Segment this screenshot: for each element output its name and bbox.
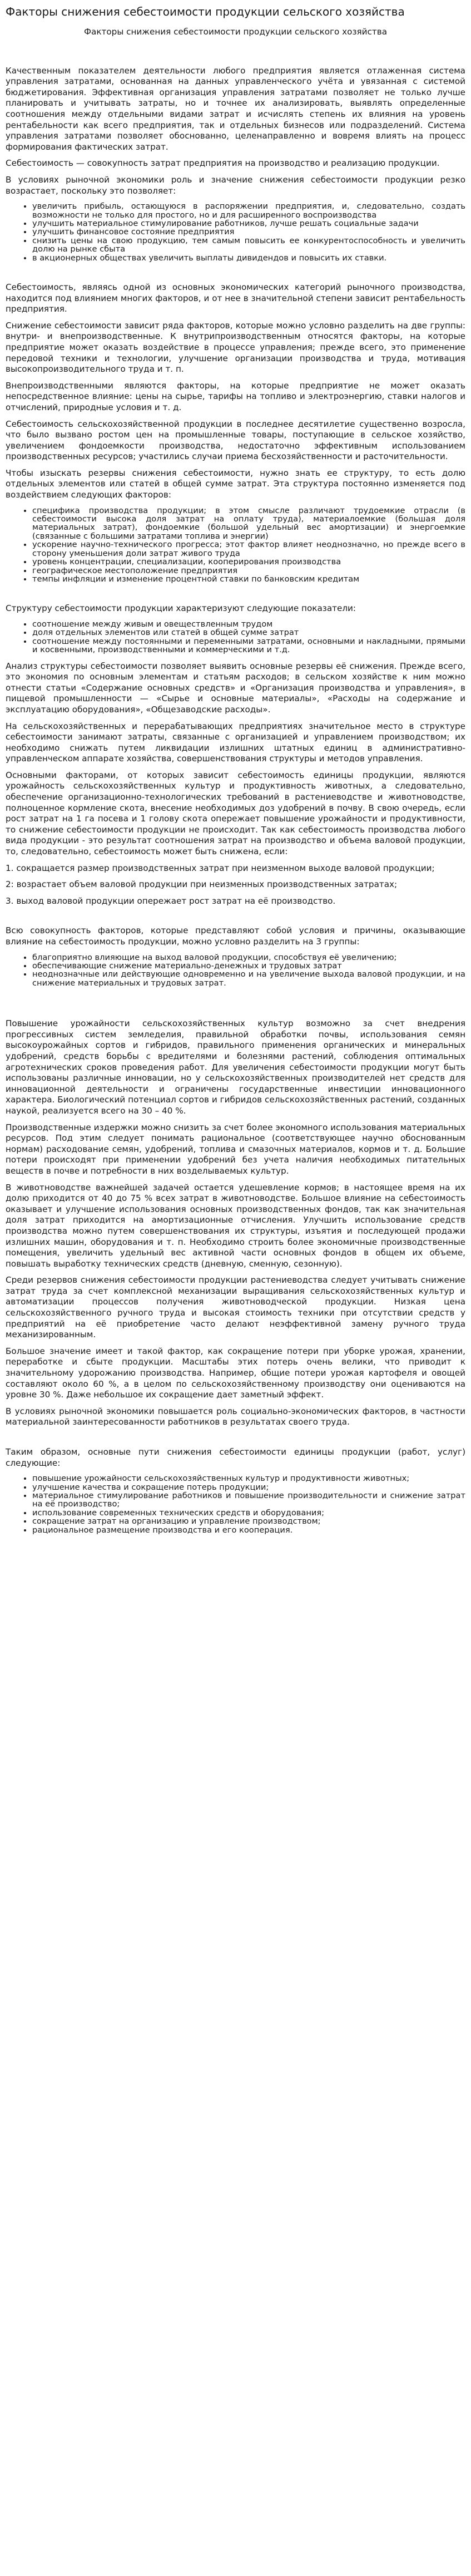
list-item: • специфика производства продукции; в этом смысле различают трудоемкие отрасли (в себестоимости высока доля затрат на оплату труда), материалоемкие (большая доля материальных затрат), фондоемкие (большой удельный вес амортизации) и энергоемкие (связанные с большими затратами топлива и энергии)	[32, 506, 465, 541]
factor-groups-list	[6, 953, 465, 988]
paragraph-market-role: В условиях рыночной экономики роль и значение снижения себестоимости продукции резко возрастает, поскольку это позволяет:	[6, 174, 465, 196]
list-item: • повышение урожайности сельскохозяйственных культур и продуктивности животных;	[32, 1474, 465, 1482]
paragraph-conclusion: Таким образом, основные пути снижения себестоимости единицы продукции (работ, услуг) следующие:	[6, 1447, 465, 1468]
paragraph-analysis: Анализ структуры себестоимости позволяет выявить основные резервы её снижения. Прежде всего, это экономия по основным элементам и статьям расходов; в сельском хозяйстве к ним можно отнести статьи «Содержание основных средств» и «Организация производства и управления», в пищевой промышленности — «Сырье и основные материалы», «Расходы на содержание и эксплуатацию оборудования», «Общезаводские расходы».	[6, 661, 465, 715]
paragraph-losses: Большое значение имеет и такой фактор, как сокращение потери при уборке урожая, хранении, переработке и сбыте продукции. Масштабы этих потерь очень велики, что приводит к значительному удорожанию производства. Например, общие потери урожая картофеля и овощей составляют около 60 %, а в целом по сельскохозяйственному производству они оцениваются на уровне 30 %. Даже небольшое их сокращение дает заметный эффект.	[6, 1346, 465, 1400]
list-item: • уровень концентрации, специализации, кооперирования производства	[32, 558, 465, 566]
list-item: • соотношение между живым и овеществленным трудом	[32, 620, 465, 628]
list-item: • снизить цены на свою продукцию, тем самым повысить ее конкурентоспособность и увеличить долю на рынке сбыта	[32, 237, 465, 254]
paragraph-labor: Среди резервов снижения себестоимости продукции растениеводства следует учитывать снижение затрат труда за счет комплексной механизации выращивания сельскохозяйственных культур и автоматизации процессов получения животноводческой продукции. Низкая цена сельскохозяйственного ручного труда и высокая стоимость техники при отсутствии средств у предприятий на её приобретение часто делают неэффективной замену ручного труда механизированным.	[6, 1275, 465, 1340]
paragraph-indicators: Структуру себестоимости продукции характеризуют следующие показатели:	[6, 603, 356, 614]
paragraph-category: Себестоимость, являясь одной из основных экономических категорий рыночного производства, находится под влиянием многих факторов, и от нее в значительной степени зависит рентабельность предприятия.	[6, 282, 465, 314]
paragraph-definition: Себестоимость — совокупность затрат предприятия на производство и реализацию продукции.	[6, 158, 440, 169]
list-item: • доля отдельных элементов или статей в общей сумме затрат	[32, 628, 465, 637]
list-item: • сокращение затрат на организацию и управление производством;	[32, 1517, 465, 1525]
spacer	[6, 912, 465, 925]
list-item: • обеспечивающие снижение материально-денежных и трудовых затрат	[32, 962, 465, 970]
paragraph-resources: Производственные издержки можно снизить за счет более экономного использования материальных ресурсов. Под этим следует понимать рациональное (соответствующее научно обоснованным нормам) расходование семян, удобрений, топлива и смазочных материалов, кормов и т. д. Большие потери происходят при применении удобрений без учета наличия необходимых питательных веществ в почве и потребности в них возделываемых культур.	[6, 1122, 465, 1176]
list-item: • материальное стимулирование работников и повышение производительности и снижение затрат на её производство;	[32, 1491, 465, 1509]
list-item: • увеличить прибыль, остающуюся в распоряжении предприятия, и, следовательно, создать возможности не только для простого, но и для расширенного воспроизводства	[32, 202, 465, 219]
structure-factors-list	[6, 506, 465, 584]
condition-1: 1. сокращается размер производственных затрат при неизменном выходе валовой продукции;	[6, 863, 435, 873]
list-item: • рациональное размещение производства и его кооперация.	[32, 1526, 465, 1534]
spacer	[6, 269, 465, 282]
spacer	[6, 590, 465, 603]
paragraph-structure: Чтобы изыскать резервы снижения себестоимости, нужно знать ее структуру, то есть долю отдельных элементов или статей в общей сумме затрат. Эта структура постоянно изменяется под воздействием следующих факторов:	[6, 467, 465, 500]
list-item: • улучшение качества и сокращение потерь продукции;	[32, 1483, 465, 1491]
page-title: Факторы снижения себестоимости продукции сельского хозяйства	[6, 5, 405, 18]
paragraph-livestock: В животноводстве важнейшей задачей остается удешевление кормов; в настоящее время на их долю приходится от 40 до 75 % всех затрат в животноводстве. Большое влияние на себестоимость оказывает и улучшение использования основных производственных фондов, так как значительная доля затрат приходится на амортизационные отчисления. Улучшить использование средств производства можно путем совершенствования их структуры, изъятия и последующей продажи излишних машин, оборудования и т. п. Необходимо строить более экономичные производственные помещения, увеличить удельный вес активной части основных фондов в общем их объеме, повышать выработку технических средств (дневную, сменную, сезонную).	[6, 1182, 465, 1269]
paragraph-social: В условиях рыночной экономики повышается роль социально-экономических факторов, в частности материальной заинтересованности работников в результатах своего труда.	[6, 1406, 465, 1427]
paragraph-main-factors: Основными факторами, от которых зависит себестоимость единицы продукции, являются урожайность сельскохозяйственных культур и продуктивность животных, а следовательно, обеспечение организационно-технологических требований в растениеводстве и животноводстве, полноценное кормление скота, внесение необходимых доз удобрений в почву. В свою очередь, если рост затрат на 1 га посева и 1 голову скота опережает повышение урожайности и продуктивности, то снижение себестоимости продукции не происходит. Так как себестоимость производства любого вида продукции - это результат соотношения затрат на производство и объема валовой продукции, то, следовательно, себестоимость может быть снижена, если:	[6, 770, 465, 857]
paragraph-three-groups: Всю совокупность факторов, которые представляют собой условия и причины, оказывающие влияние на себестоимость продукции, можно условно разделить на 3 группы:	[6, 925, 465, 947]
list-item: • темпы инфляции и изменение процентной ставки по банковским кредитам	[32, 575, 465, 583]
article-subtitle: Факторы снижения себестоимости продукции сельского хозяйства	[83, 27, 387, 37]
list-item: • улучшить финансовое состояние предприятия	[32, 228, 465, 236]
paragraph-management: На сельскохозяйственных и перерабатывающих предприятиях значительное место в структуре себестоимости занимают затраты, связанные с организацией и управлением производством; их необходимо снижать путем ликвидации излишних штатных единиц в административно-управленческом аппарате хозяйства, совершенствования структуры и методов управления.	[6, 721, 465, 764]
spacer	[6, 994, 465, 1018]
list-item: • в акционерных обществах увеличить выплаты дивидендов и повысить их ставки.	[32, 254, 465, 262]
condition-2: 2: возрастает объем валовой продукции при неизменных производственных затратах;	[6, 879, 398, 890]
paragraph-factor-groups: Снижение себестоимости зависит ряда факторов, которые можно условно разделить на две группы: внутри- и внепроизводственные. К внутрипроизводственным относятся факторы, на которые предприятие может оказать воздействие в процессе управления; прежде всего, это применение передовой техники и технологии, улучшение организации производства и труда, мотивация высокопроизводительного труда и т. п.	[6, 320, 465, 375]
ways-list	[6, 1474, 465, 1534]
condition-3: 3. выход валовой продукции опережает рост затрат на её производство.	[6, 895, 336, 906]
paragraph-cost-growth: Себестоимость сельскохозяйственной продукции в последнее десятилетие существенно возросла, что было вызвано ростом цен на промышленные товары, поступающие в сельское хозяйство, увеличением фондоемкости производства, недостаточно эффективным использованием производственных ресурсов; участились случаи приема бесхозяйственности и расточительности.	[6, 418, 465, 462]
paragraph-yield: Повышение урожайности сельскохозяйственных культур возможно за счет внедрения прогрессивных систем земледелия, правильной обработки почвы, использования семян высокоурожайных сортов и гибридов, правильного применения органических и минеральных удобрений, средств борьбы с вредителями и болезнями растений, соблюдения оптимальных агротехнических сроков проведения работ. Для увеличения себестоимости продукции могут быть использованы различные инновации, но у сельскохозяйственных производителей нет средств для инновационной деятельности и ограничены государственные инвестиции инновационного характера. Биологический потенциал сортов и гибридов сельскохозяйственных растений, созданных наукой, реализуется всего на 30 – 40 %.	[6, 1018, 465, 1116]
list-item: • соотношение между постоянными и переменными затратами, основными и накладными, прямыми и косвенными, производственными и коммерческими и т.д.	[32, 637, 465, 654]
list-item: • улучшить материальное стимулирование работников, лучше решать социальные задачи	[32, 219, 465, 228]
paragraph-intro: Качественным показателем деятельности любого предприятия является отлаженная система управления затратами, основанная на данных управленческого учёта и увязанная с системой бюджетирования. Эффективная организация управления затратами позволяет не только лучше планировать и учитывать затраты, но и точнее их анализировать, выявлять определенные соотношения между отдельными видами затрат и исчислять степень их влияния на уровень рентабельности как всего предприятия, так и отдельных бизнесов или подразделений. Система управления затратами позволяет обоснованно, целенаправленно и вовремя влиять на процесс формирования фактических затрат.	[6, 65, 465, 152]
benefits-list	[6, 202, 465, 262]
list-item: • географическое местоположение предприятия	[32, 567, 465, 575]
list-item: • благоприятно влияющие на выход валовой продукции, способствуя её увеличению;	[32, 953, 465, 962]
indicators-list	[6, 620, 465, 654]
spacer	[6, 1434, 465, 1447]
list-item: • использование современных технических средств и оборудования;	[32, 1509, 465, 1517]
paragraph-external-factors: Внепроизводственными являются факторы, на которые предприятие не может оказать непосредственное влияние: цены на сырье, тарифы на топливо и электроэнергию, ставки налогов и отчислений, природные условия и т. д.	[6, 380, 465, 412]
list-item: • неоднозначные или действующие одновременно и на увеличение выхода валовой продукции, и на снижение материальных и трудовых затрат.	[32, 970, 465, 987]
list-item: • ускорение научно-технического прогресса; этот фактор влияет неоднозначно, но прежде всего в сторону уменьшения доли затрат живого труда	[32, 540, 465, 558]
